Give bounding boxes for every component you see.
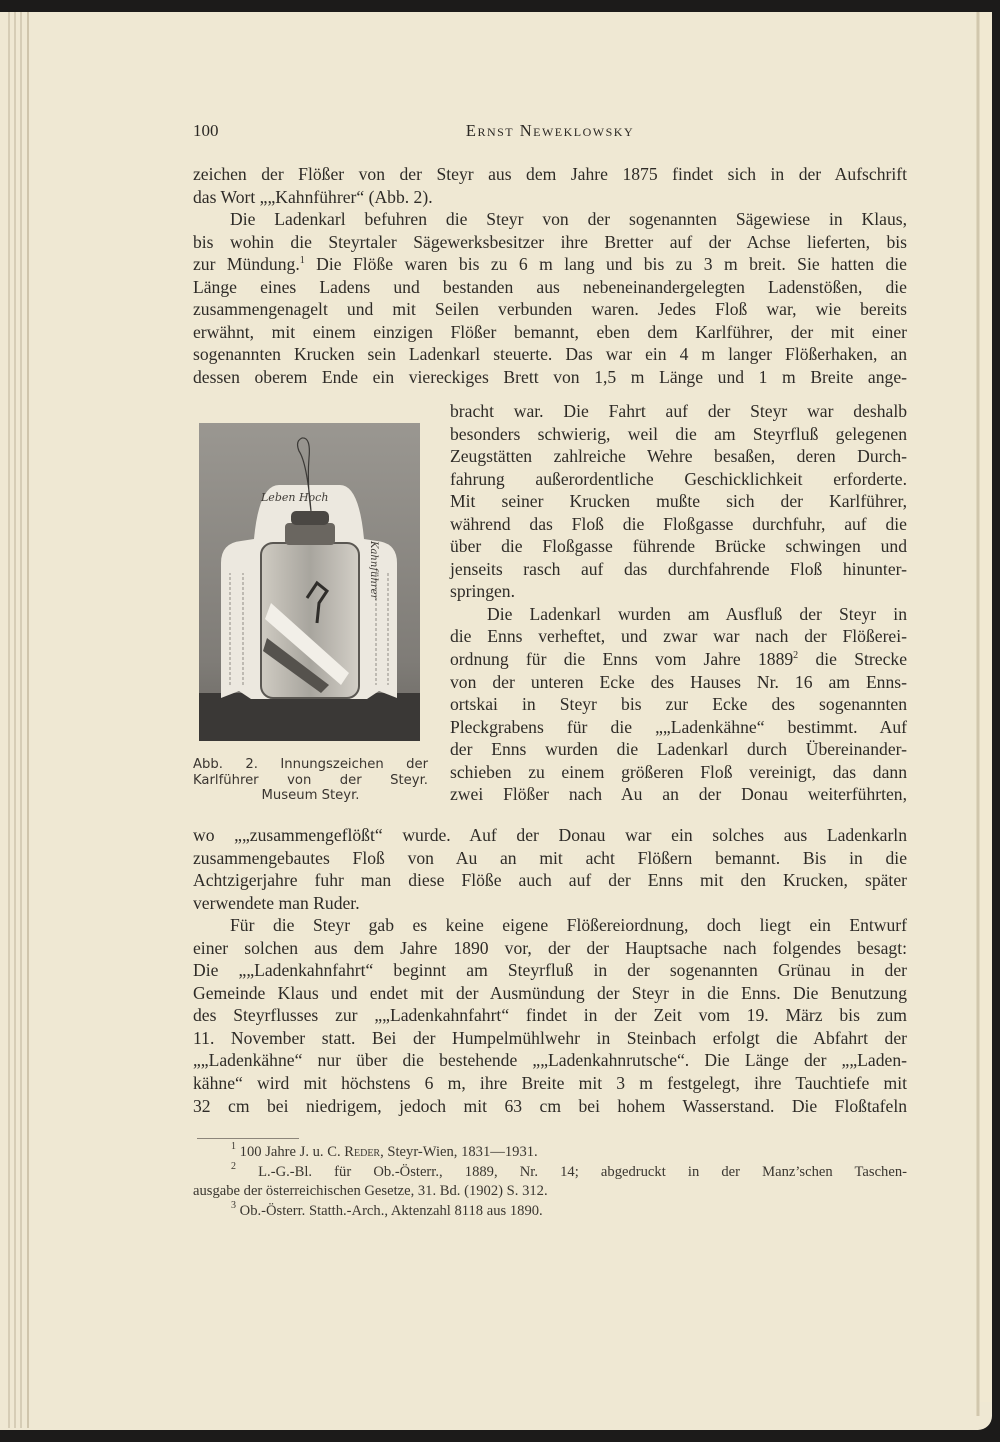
running-head: Ernst Neweklowsky xyxy=(465,121,635,140)
text-line xyxy=(450,738,907,761)
text-line xyxy=(450,490,907,513)
text-line xyxy=(193,1004,907,1027)
text-line xyxy=(193,959,907,982)
text-line xyxy=(450,603,907,626)
text-line xyxy=(193,869,907,892)
text-line xyxy=(193,253,907,276)
text-line xyxy=(193,1095,907,1118)
text-line xyxy=(450,648,907,671)
caption-line: Karlführer von der Steyr. xyxy=(193,772,428,788)
line-text: jenseits rasch auf das durchfahrende Floß hinunter- xyxy=(450,558,907,579)
text-line xyxy=(450,783,907,806)
footnote-marker: 2 xyxy=(231,1160,236,1172)
line-text: Achtzigerjahre fuhr man diese Flöße auch auf der Enns mit den Krucken, später xyxy=(193,870,907,891)
footnote-author: Reder xyxy=(344,1144,381,1160)
text-line xyxy=(193,343,907,366)
footnotes xyxy=(193,1143,907,1221)
line-text: erwähnt, mit einem einzigen Flößer bemannt, eben dem Karlführer, der mit einer xyxy=(193,321,907,342)
line-text: besonders schwierig, weil die am Steyrfluß gelegenen xyxy=(450,423,907,444)
line-text: bracht war. Die Fahrt auf der Steyr war deshalb xyxy=(450,401,907,421)
text-line xyxy=(193,914,907,937)
footnote-separator xyxy=(197,1138,299,1139)
text-line xyxy=(193,163,907,186)
line-text: ortskai in Steyr bis zur Ecke des sogenannten xyxy=(450,694,907,715)
line-text: schieben zu einem größeren Floß vereinigt, das dann xyxy=(450,761,907,782)
line-text: springen. xyxy=(450,581,515,602)
text-line xyxy=(450,671,907,694)
footnote-reference: 1 xyxy=(299,255,305,267)
page-edge xyxy=(14,12,16,1428)
inscription-text: Leben Hoch xyxy=(261,491,329,504)
text-line xyxy=(193,276,907,299)
line-text: bis wohin die Steyrtaler Sägewerksbesitzer ihre Bretter auf der Achse lieferten, bis xyxy=(193,231,907,252)
line-text: fahrung außerordentliche Geschicklichkeit erforderte. xyxy=(450,468,907,489)
text-line xyxy=(450,423,907,446)
figure-photo xyxy=(199,423,420,741)
line-text: des Steyrflusses zur „„Ladenkahnfahrt“ findet in der Zeit vom 19. März bis zum xyxy=(193,1005,907,1026)
line-text: Zeugstätten zahlreiche Wehre besaßen, deren Durch- xyxy=(450,446,907,467)
facing-page-edge xyxy=(980,12,992,1402)
text-line xyxy=(193,366,907,389)
text-line xyxy=(450,468,907,491)
line-text: ordnung für die Enns vom Jahre 1889 xyxy=(450,649,794,670)
line-text: Für die Steyr gab es keine eigene Flößereiordnung, doch liegt ein Entwurf xyxy=(230,915,907,936)
line-text: kähne“ wird mit höchstens 6 m, ihre Breite mit 3 m festgelegt, ihre Tauchtiefe mit xyxy=(193,1073,907,1094)
line-text: zusammengebautes Floß von Au an mit acht Flößern bemannt. Bis in die xyxy=(193,847,907,868)
text-line xyxy=(193,1072,907,1095)
text-line xyxy=(450,445,907,468)
guild-emblem-photo xyxy=(199,423,420,741)
text-line xyxy=(450,761,907,784)
line-text: 32 cm bei niedrigem, jedoch mit 63 cm bei hohem Wasserstand. Die Floßtafeln xyxy=(193,1095,907,1116)
figure-caption xyxy=(193,757,428,804)
line-text: zur Mündung. xyxy=(193,254,300,275)
body-text-bottom xyxy=(193,824,907,1117)
line-text: wo „„zusammengeflößt“ wurde. Auf der Donau war ein solches aus Ladenkarln xyxy=(193,825,907,845)
page-number: 100 xyxy=(193,121,219,140)
footnote-1 xyxy=(193,1143,907,1163)
line-text: Die Flöße waren bis zu 6 m lang und bis zu 3 m breit. Sie hatten die xyxy=(304,254,907,275)
text-line xyxy=(450,580,907,603)
line-text: während das Floß die Floßgasse durchfuhr, auf die xyxy=(450,513,907,534)
line-text: Gemeinde Klaus und endet mit der Ausmündung der Steyr in die Enns. Die Benutzung xyxy=(193,982,907,1003)
line-text: zeichen der Flößer von der Steyr aus dem Jahre 1875 findet sich in der Aufschrift xyxy=(193,164,907,184)
line-text: verwendete man Ruder. xyxy=(193,892,360,913)
caption-line: Abb. 2. Innungszeichen der xyxy=(193,757,428,772)
text-line xyxy=(193,231,907,254)
page-edge xyxy=(27,12,29,1428)
line-text: der Enns wurden die Ladenkarl durch Übereinander- xyxy=(450,739,907,760)
body-text-column xyxy=(450,400,907,806)
text-line xyxy=(193,1049,907,1072)
line-text: die Strecke xyxy=(798,649,907,670)
footnote-3 xyxy=(193,1199,907,1222)
line-text: Mit seiner Krucken mußte sich der Karlführer, xyxy=(450,491,907,512)
caption-line: Museum Steyr. xyxy=(261,788,360,803)
line-text: über die Floßgasse führende Brücke schwingen und xyxy=(450,536,907,557)
footnote-text: L.-G.-Bl. für Ob.-Österr., 1889, Nr. 14; abgedruckt in der Manz’schen Taschen- xyxy=(258,1163,907,1180)
line-text: Die Ladenkarl wurden am Ausfluß der Steyr in xyxy=(487,603,907,624)
line-text: sogenannten Krucken sein Ladenkarl steuerte. Das war ein 4 m langer Flößerhaken, an xyxy=(193,344,907,365)
text-line xyxy=(450,625,907,648)
footnote-text: 100 Jahre J. u. C. xyxy=(239,1144,345,1160)
text-line xyxy=(193,982,907,1005)
line-text: Die „„Ladenkahnfahrt“ beginnt am Steyrfluß in der sogenannten Grünau in der xyxy=(193,960,907,981)
text-line xyxy=(193,298,907,321)
text-line xyxy=(450,513,907,536)
text-line xyxy=(193,892,907,915)
line-text: die Enns verheftet, und zwar war nach der Flößerei- xyxy=(450,626,907,647)
line-text: das Wort „„Kahnführer“ (Abb. 2). xyxy=(193,186,433,207)
line-text: Pleckgrabens für die „„Ladenkähne“ bestimmt. Auf xyxy=(450,716,907,737)
line-text: einer solchen aus dem Jahre 1890 vor, der der Hauptsache nach folgendes besagt: xyxy=(193,937,907,958)
text-line xyxy=(450,558,907,581)
text-line xyxy=(450,716,907,739)
line-text: zwei Flößer nach Au an der Donau weiterführten, xyxy=(450,784,907,805)
text-line xyxy=(193,186,907,209)
page-header xyxy=(193,121,907,145)
text-line xyxy=(450,693,907,716)
text-line xyxy=(193,321,907,344)
footnote-marker: 1 xyxy=(231,1141,236,1152)
text-line xyxy=(193,824,907,847)
footnote-2-cont: ausgabe der österreichischen Gesetze, 31. Bd. (1902) S. 312. xyxy=(193,1183,548,1200)
text-line xyxy=(193,1027,907,1050)
footnote-2 xyxy=(193,1160,907,1183)
text-line xyxy=(450,400,907,423)
line-text: 11. November statt. Bei der Humpelmühlwehr in Steinbach erfolgt die Abfahrt der xyxy=(193,1027,907,1048)
text-line xyxy=(193,937,907,960)
body-text-top xyxy=(193,163,907,388)
text-line xyxy=(450,535,907,558)
line-text: Die Ladenkarl befuhren die Steyr von der sogenannten Sägewiese in Klaus, xyxy=(230,209,907,230)
inscription-text: Kahnführer xyxy=(368,541,379,600)
footnote-marker: 3 xyxy=(231,1199,236,1211)
text-line xyxy=(193,847,907,870)
footnote-text: Ob.-Österr. Statth.-Arch., Aktenzahl 8118 aus 1890. xyxy=(239,1202,543,1219)
line-text: Länge eines Ladens und bestanden aus nebeneinandergelegten Ladenstößen, die xyxy=(193,276,907,297)
line-text: „„Ladenkähne“ nur über die bestehende „„Ladenkahnrutsche“. Die Länge der „„Laden- xyxy=(193,1050,907,1071)
line-text: von der unteren Ecke des Hauses Nr. 16 am Enns- xyxy=(450,671,907,692)
page-edge xyxy=(8,12,10,1428)
page-edge xyxy=(20,12,22,1428)
footnote-text: , Steyr-Wien, 1831—1931. xyxy=(380,1144,538,1160)
line-text: dessen oberem Ende ein viereckiges Brett von 1,5 m Länge und 1 m Breite ange- xyxy=(193,366,907,387)
line-text: zusammengenagelt und mit Seilen verbunden waren. Jedes Floß war, wie bereits xyxy=(193,299,907,320)
footnote-reference: 2 xyxy=(793,650,799,662)
text-line xyxy=(193,208,907,231)
